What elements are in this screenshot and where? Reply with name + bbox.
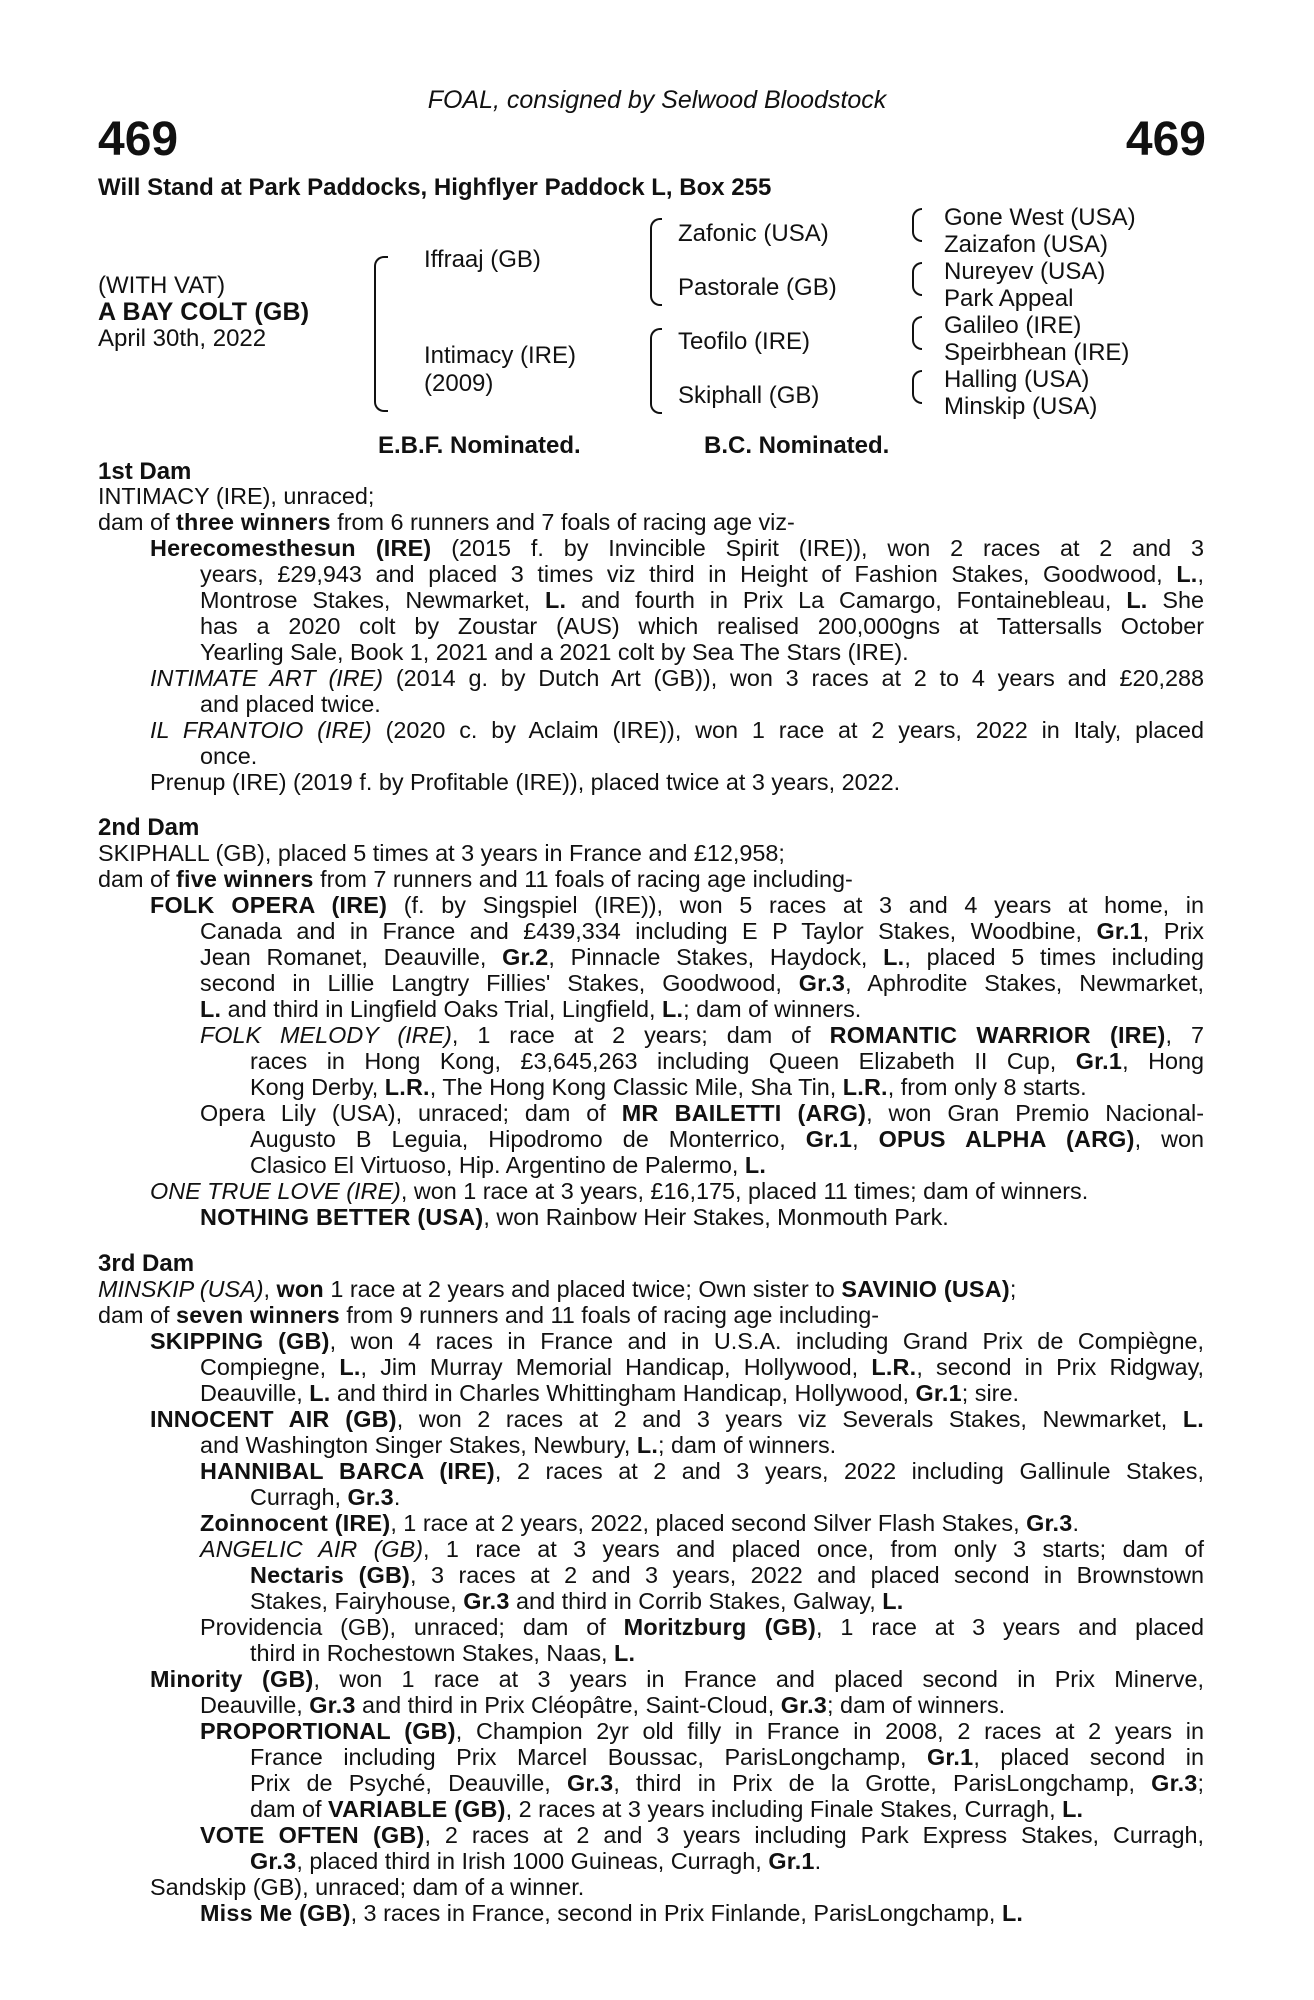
produce-entry: ONE TRUE LOVE (IRE), won 1 race at 3 years, £16,175, placed 11 times; dam of winners.: [150, 1178, 1089, 1204]
produce-entry: VOTE OFTEN (GB), 2 races at 2 and 3 years including Park Express Stakes, Curragh,: [200, 1822, 1204, 1848]
sire-sire: Zafonic (USA): [678, 220, 829, 247]
produce-entry: Prenup (IRE) (2019 f. by Profitable (IRE)), placed twice at 3 years, 2022.: [150, 769, 901, 795]
produce-entry-cont: Deauville, L. and third in Charles Whittingham Handicap, Hollywood, Gr.1; sire.: [200, 1380, 1019, 1406]
produce-entry-cont: and Washington Singer Stakes, Newbury, L.; dam of winners.: [200, 1432, 837, 1458]
pedigree-brace-main: [374, 256, 388, 412]
dam-sire: Teofilo (IRE): [678, 328, 811, 355]
produce-entry: Providencia (GB), unraced; dam of Moritzburg (GB), 1 race at 3 years and placed: [200, 1614, 1205, 1640]
produce-entry: INTIMATE ART (IRE) (2014 g. by Dutch Art (GB)), won 3 races at 2 to 4 years and £20,288: [150, 665, 1204, 691]
produce-entry-cont: Stakes, Fairyhouse, Gr.3 and third in Corrib Stakes, Galway, L.: [250, 1588, 904, 1614]
produce-entry-cont: second in Lillie Langtry Fillies' Stakes, Goodwood, Gr.3, Aphrodite Stakes, Newmarket,: [200, 970, 1204, 996]
produce-entry: ANGELIC AIR (GB), 1 race at 3 years and placed once, from only 3 starts; dam of: [200, 1536, 1204, 1562]
produce-entry: IL FRANTOIO (IRE) (2020 c. by Aclaim (IRE)), won 1 race at 2 years, 2022 in Italy, placed: [150, 717, 1205, 743]
produce-entry: FOLK OPERA (IRE) (f. by Singspiel (IRE)), won 5 races at 3 and 4 years at home, in: [150, 892, 1204, 918]
produce-entry-cont: Nectaris (GB), 3 races at 2 and 3 years, 2022 and placed second in Brownstown: [250, 1562, 1204, 1588]
produce-entry-cont: Curragh, Gr.3.: [250, 1484, 401, 1510]
dam-name: Intimacy (IRE): [424, 342, 577, 369]
gg-dam-dam-dam: Minskip (USA): [944, 393, 1098, 420]
consignor-line: FOAL, consigned by Selwood Bloodstock: [427, 86, 887, 114]
third-dam-heading: 3rd Dam: [98, 1250, 195, 1277]
produce-entry: HANNIBAL BARCA (IRE), 2 races at 2 and 3 years, 2022 including Gallinule Stakes,: [200, 1458, 1204, 1484]
horse-name: A BAY COLT (GB): [98, 298, 310, 326]
pedigree-brace-sire: [650, 218, 662, 306]
lot-number-right: 469: [1125, 113, 1206, 166]
produce-entry: Zoinnocent (IRE), 1 race at 2 years, 2022, placed second Silver Flash Stakes, Gr.3.: [200, 1510, 1079, 1536]
produce-entry-cont: Augusto B Leguia, Hipodromo de Monterrico, Gr.1, OPUS ALPHA (ARG), won: [250, 1126, 1204, 1152]
third-dam-line: MINSKIP (USA), won 1 race at 2 years and placed twice; Own sister to SAVINIO (USA);: [98, 1276, 1017, 1302]
second-dam-heading: 2nd Dam: [98, 814, 200, 841]
gg-sire-dam-sire: Nureyev (USA): [944, 258, 1106, 285]
pedigree-brace-ss: [912, 208, 922, 242]
produce-entry: NOTHING BETTER (USA), won Rainbow Heir Stakes, Monmouth Park.: [200, 1204, 949, 1230]
produce-entry-cont: Clasico El Virtuoso, Hip. Argentino de Palermo, L.: [250, 1152, 767, 1178]
second-dam-line: SKIPHALL (GB), placed 5 times at 3 years in France and £12,958;: [98, 840, 785, 866]
produce-entry-cont: France including Prix Marcel Boussac, ParisLongchamp, Gr.1, placed second in: [250, 1744, 1204, 1770]
produce-entry-cont: years, £29,943 and placed 3 times viz third in Height of Fashion Stakes, Goodwood, L.,: [200, 561, 1204, 587]
produce-entry-cont: Canada and in France and £439,334 including E P Taylor Stakes, Woodbine, Gr.1, Prix: [200, 918, 1204, 944]
pedigree-brace-dam: [650, 328, 662, 414]
produce-entry: Opera Lily (USA), unraced; dam of MR BAILETTI (ARG), won Gran Premio Nacional-: [200, 1100, 1205, 1126]
produce-entry: SKIPPING (GB), won 4 races in France and in U.S.A. including Grand Prix de Compiègne,: [150, 1328, 1205, 1354]
gg-dam-sire-dam: Speirbhean (IRE): [944, 339, 1130, 366]
pedigree-brace-ds: [912, 316, 922, 350]
gg-sire-sire-dam: Zaizafon (USA): [944, 231, 1109, 258]
dam-year: (2009): [424, 370, 494, 397]
produce-entry-cont: L. and third in Lingfield Oaks Trial, Lingfield, L.; dam of winners.: [200, 996, 862, 1022]
vat-note: (WITH VAT): [98, 272, 226, 299]
produce-entry: PROPORTIONAL (GB), Champion 2yr old filly in France in 2008, 2 races at 2 years in: [200, 1718, 1204, 1744]
produce-entry-cont: races in Hong Kong, £3,645,263 including Queen Elizabeth II Cup, Gr.1, Hong: [250, 1048, 1204, 1074]
gg-dam-dam-sire: Halling (USA): [944, 366, 1090, 393]
produce-entry-cont: once.: [200, 743, 258, 769]
lot-number-left: 469: [98, 113, 179, 166]
produce-entry-cont: third in Rochestown Stakes, Naas, L.: [250, 1640, 636, 1666]
gg-sire-sire-sire: Gone West (USA): [944, 204, 1136, 231]
first-dam-heading: 1st Dam: [98, 458, 192, 485]
produce-entry-cont: dam of VARIABLE (GB), 2 races at 3 years including Finale Stakes, Curragh, L.: [250, 1796, 1084, 1822]
produce-entry-cont: Yearling Sale, Book 1, 2021 and a 2021 colt by Sea The Stars (IRE).: [200, 639, 909, 665]
produce-entry-cont: and placed twice.: [200, 691, 381, 717]
third-dam-produce-line: dam of seven winners from 9 runners and 11 foals of racing age including-: [98, 1302, 879, 1328]
produce-entry-cont: Kong Derby, L.R., The Hong Kong Classic Mile, Sha Tin, L.R., from only 8 starts.: [250, 1074, 1087, 1100]
produce-entry: Sandskip (GB), unraced; dam of a winner.: [150, 1874, 585, 1900]
produce-entry: Miss Me (GB), 3 races in France, second in Prix Finlande, ParisLongchamp, L.: [200, 1900, 1024, 1926]
gg-dam-sire-sire: Galileo (IRE): [944, 312, 1082, 339]
first-dam-produce-line: dam of three winners from 6 runners and 7 foals of racing age viz-: [98, 509, 795, 535]
produce-entry: INNOCENT AIR (GB), won 2 races at 2 and 3 years viz Severals Stakes, Newmarket, L.: [150, 1406, 1204, 1432]
sire-name: Iffraaj (GB): [424, 246, 541, 273]
bc-nomination: B.C. Nominated.: [704, 432, 890, 459]
produce-entry-cont: Deauville, Gr.3 and third in Prix Cléopâtre, Saint-Cloud, Gr.3; dam of winners.: [200, 1692, 1006, 1718]
produce-entry-cont: Prix de Psyché, Deauville, Gr.3, third in Prix de la Grotte, ParisLongchamp, Gr.3;: [250, 1770, 1204, 1796]
ebf-nomination: E.B.F. Nominated.: [378, 432, 581, 459]
produce-entry-cont: Gr.3, placed third in Irish 1000 Guineas, Curragh, Gr.1.: [250, 1848, 822, 1874]
foaling-date: April 30th, 2022: [98, 325, 267, 352]
second-dam-produce-line: dam of five winners from 7 runners and 11 foals of racing age including-: [98, 866, 853, 892]
produce-entry: Herecomesthesun (IRE) (2015 f. by Invincible Spirit (IRE)), won 2 races at 2 and 3: [150, 535, 1204, 561]
produce-entry: FOLK MELODY (IRE), 1 race at 2 years; dam of ROMANTIC WARRIOR (IRE), 7: [200, 1022, 1204, 1048]
gg-sire-dam-dam: Park Appeal: [944, 285, 1074, 312]
produce-entry-cont: Jean Romanet, Deauville, Gr.2, Pinnacle Stakes, Haydock, L., placed 5 times including: [200, 944, 1204, 970]
dam-dam: Skiphall (GB): [678, 382, 820, 409]
produce-entry-cont: has a 2020 colt by Zoustar (AUS) which realised 200,000gns at Tattersalls October: [200, 613, 1204, 639]
produce-entry-cont: Montrose Stakes, Newmarket, L. and fourth in Prix La Camargo, Fontainebleau, L. She: [200, 587, 1205, 613]
produce-entry: Minority (GB), won 1 race at 3 years in France and placed second in Prix Minerve,: [150, 1666, 1204, 1692]
stand-location: Will Stand at Park Paddocks, Highflyer Paddock L, Box 255: [98, 174, 772, 201]
first-dam-line: INTIMACY (IRE), unraced;: [98, 483, 375, 509]
produce-entry-cont: Compiegne, L., Jim Murray Memorial Handicap, Hollywood, L.R., second in Prix Ridgway,: [200, 1354, 1205, 1380]
pedigree-brace-sd: [912, 262, 922, 296]
sire-dam: Pastorale (GB): [678, 274, 837, 301]
pedigree-brace-dd: [912, 370, 922, 404]
